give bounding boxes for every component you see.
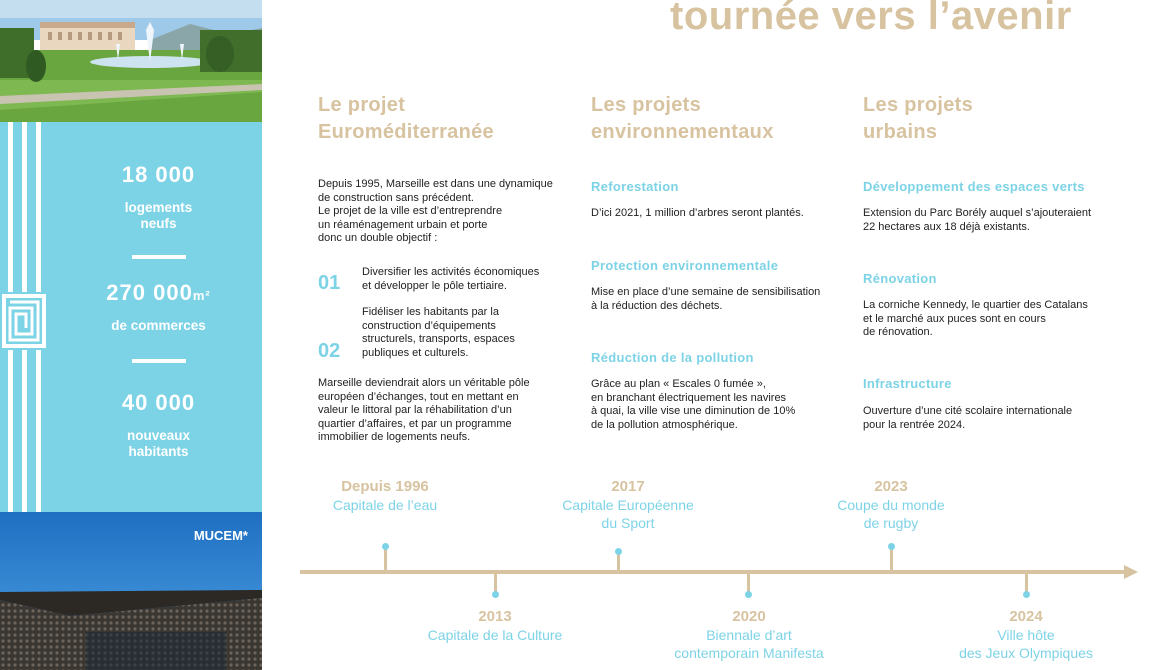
timeline-year: 2017 [611,478,645,495]
text-line: Diversifier les activités économiques [362,266,540,278]
timeline-desc: de rugby [863,515,919,531]
protection-text [591,286,820,313]
timeline-dot [1023,591,1030,598]
text-line: de rénovation. [863,326,933,338]
park-photo [0,0,262,122]
stat-inhabitants-label-1: nouveaux [126,428,191,443]
text-line: Ouverture d’une cité scolaire internationale [863,405,1073,417]
col-environment-title-line-2: environnementaux [591,121,774,143]
text-line: Depuis 1995, Marseille est dans une dynamique [318,178,553,190]
stats-box [55,122,262,512]
text-line: un réaménagement urbain et porte [318,218,488,231]
col-environment-title [591,92,774,146]
timeline-axis [300,570,1128,574]
text-line: valeur le littoral par la réhabilitation d’un [318,404,512,416]
text-line: publiques et culturels. [362,346,469,359]
text-line: Le projet de la ville est d’entreprendre [318,205,503,217]
stat-commerce-value: 270 000m² [106,280,211,305]
page-title: tournée vers l’avenir [670,0,1072,38]
text-line: La corniche Kennedy, le quartier des Catalans [863,299,1088,311]
text-line: donc un double objectif : [318,232,438,244]
pollution-text [591,378,795,432]
reforestation-text [591,207,804,221]
text-line: Grâce au plan « Escales 0 fumée », [591,378,766,390]
euromed-intro [318,178,553,246]
col-urban-title-line-1: Les projets [863,94,973,116]
mucem-label: MUCEM* [193,528,248,543]
green-spaces-text [863,207,1091,234]
text-line: 22 hectares aux 18 déjà existants. [863,220,1030,233]
objective-number-1: 01 [318,272,341,294]
text-line: de la pollution atmosphérique. [591,418,738,431]
col-urban-title-line-2: urbains [863,121,938,143]
text-line: immobilier de logements neufs. [318,431,471,443]
timeline-dot [745,591,752,598]
renovation-text [863,299,1088,340]
stat-commerce-unit: m² [192,288,211,303]
timeline-year: Depuis 1996 [341,478,429,495]
text-line: Fidéliser les habitants par la [362,306,499,318]
text-line: européen d’échanges, tout en mettant en [318,390,519,403]
stat-housing-label-1: logements [124,200,193,215]
timeline-event-2013 [375,608,615,644]
text-line: à quai, la ville vise une diminution de 10% [591,405,796,417]
col-urban-title [863,92,973,146]
renovation-title: Rénovation [863,271,937,286]
stat-divider [132,359,186,363]
stat-inhabitants-value: 40 000 [121,390,196,415]
stat-housing-label-2: neufs [140,216,177,231]
objective-2-text [362,306,515,360]
timeline-event-2024 [906,608,1146,662]
text-line: et le marché aux puces sont en cours [863,312,1046,325]
col-euromed-title [318,92,494,146]
text-line: Mise en place d’une semaine de sensibilisation [591,286,821,298]
timeline-year: 2020 [732,608,766,625]
timeline-event-2017 [508,478,748,532]
col-environment-title-line-1: Les projets [591,94,701,116]
timeline-dot [888,543,895,550]
objective-1-text [362,266,539,293]
timeline-event-2023 [771,478,1011,532]
text-line: et développer le pôle tertiaire. [362,279,507,292]
text-line: de construction sans précédent. [318,191,474,204]
timeline-desc: contemporain Manifesta [674,645,824,661]
text-line: en branchant électriquement les navires [591,391,787,404]
text-line: Extension du Parc Borély auquel s’ajouteraient [863,207,1092,219]
text-line: construction d’équipements [362,319,496,332]
timeline-arrow-icon [1124,565,1138,579]
timeline-event-1996 [265,478,505,514]
timeline-desc: Capitale de la Culture [427,627,563,643]
text-line: D’ici 2021, 1 million d’arbres seront plantés. [591,207,804,219]
timeline-desc: du Sport [601,515,655,531]
infrastructure-title: Infrastructure [863,376,952,391]
stat-inhabitants-label-2: habitants [128,444,189,459]
timeline-desc: des Jeux Olympiques [959,645,1093,661]
timeline-desc: Capitale de l’eau [332,497,438,513]
objective-number-2: 02 [318,340,341,362]
green-spaces-title: Développement des espaces verts [863,179,1085,194]
timeline-desc: Coupe du monde [837,497,945,513]
greek-key-icon [0,292,48,350]
timeline-desc: Biennale d’art [706,627,792,643]
timeline-year: 2024 [1009,608,1043,625]
text-line: Marseille deviendrait alors un véritable pôle [318,377,530,389]
infrastructure-text [863,405,1072,432]
timeline-dot [492,591,499,598]
text-line: à la réduction des déchets. [591,299,723,312]
col-euromed-title-line-1: Le projet [318,94,406,116]
timeline-year: 2023 [874,478,908,495]
euromed-outro [318,377,530,445]
mucem-photo [0,512,262,670]
text-line: quartier d’affaires, et par un programme [318,417,512,430]
timeline-desc: Capitale Européenne [562,497,694,513]
text-line: pour la rentrée 2024. [863,418,966,431]
timeline-desc: Ville hôte [997,627,1055,643]
timeline-dot [615,548,622,555]
timeline-event-2020 [629,608,869,662]
pollution-title: Réduction de la pollution [591,350,754,365]
timeline-year: 2013 [478,608,512,625]
reforestation-title: Reforestation [591,179,679,194]
stats-panel [0,122,262,512]
col-euromed-title-line-2: Euroméditerranée [318,121,494,143]
timeline-dot [382,543,389,550]
protection-title: Protection environnementale [591,258,779,273]
stat-commerce-label: de commerces [111,318,206,333]
stat-divider [132,255,186,259]
stat-housing-value: 18 000 [121,162,196,187]
text-line: structurels, transports, espaces [362,333,515,345]
